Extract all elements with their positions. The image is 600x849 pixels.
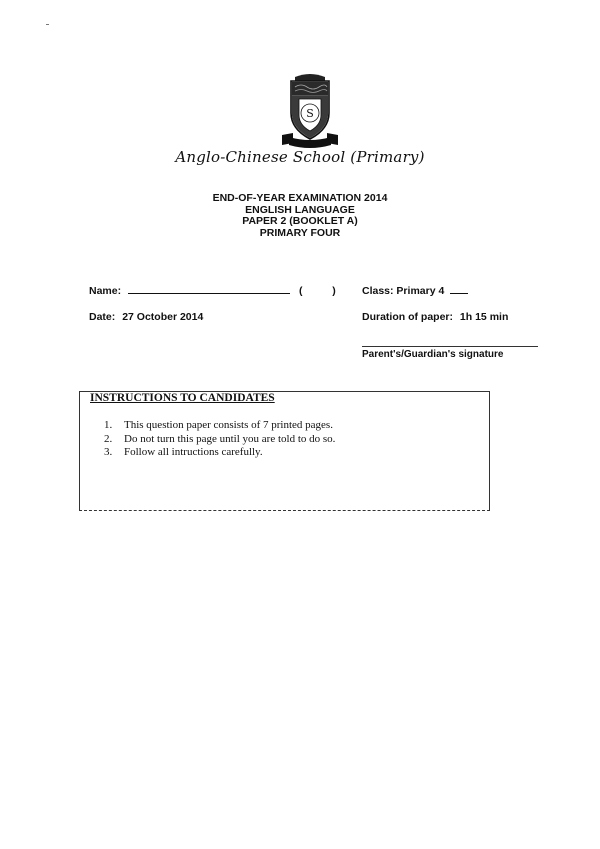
stray-mark [46, 24, 49, 25]
name-field[interactable] [89, 285, 336, 297]
instructions-title: INSTRUCTIONS TO CANDIDATES [90, 392, 275, 404]
exam-subject: ENGLISH LANGUAGE [245, 203, 355, 216]
class-field[interactable] [362, 285, 468, 297]
class-blank[interactable] [450, 293, 468, 294]
date-value: 27 October 2014 [122, 311, 204, 323]
signature-line[interactable] [362, 346, 538, 347]
instruction-item: 3. Follow all intructions carefully. [104, 446, 263, 458]
instruction-item: 2. Do not turn this page until you are told to do so. [104, 432, 336, 445]
index-paren-close: ) [332, 285, 336, 297]
school-crest-logo [281, 73, 339, 149]
class-label: Class: Primary 4 [362, 285, 445, 297]
exam-heading [0, 193, 600, 239]
exam-paper: PAPER 2 (BOOKLET A) [242, 215, 358, 227]
name-label: Name: [89, 285, 122, 297]
duration-label: Duration of paper: [362, 311, 453, 323]
exam-level: PRIMARY FOUR [259, 226, 341, 239]
date-field [89, 311, 203, 323]
name-blank[interactable] [128, 293, 290, 294]
signature-label: Parent's/Guardian's signature [362, 349, 504, 360]
date-label: Date: [89, 311, 116, 323]
school-name: Anglo-Chinese School (Primary) [175, 148, 425, 166]
exam-title: END-OF-YEAR EXAMINATION 2014 [212, 192, 388, 204]
duration-field [362, 311, 508, 323]
duration-value: 1h 15 min [459, 311, 509, 323]
svg-text:S: S [306, 107, 314, 120]
index-paren-open: ( [298, 285, 303, 297]
instructions-box [79, 391, 490, 511]
instructions-list [104, 419, 335, 460]
instruction-item: 1. This question paper consists of 7 printed pages. [104, 419, 333, 431]
